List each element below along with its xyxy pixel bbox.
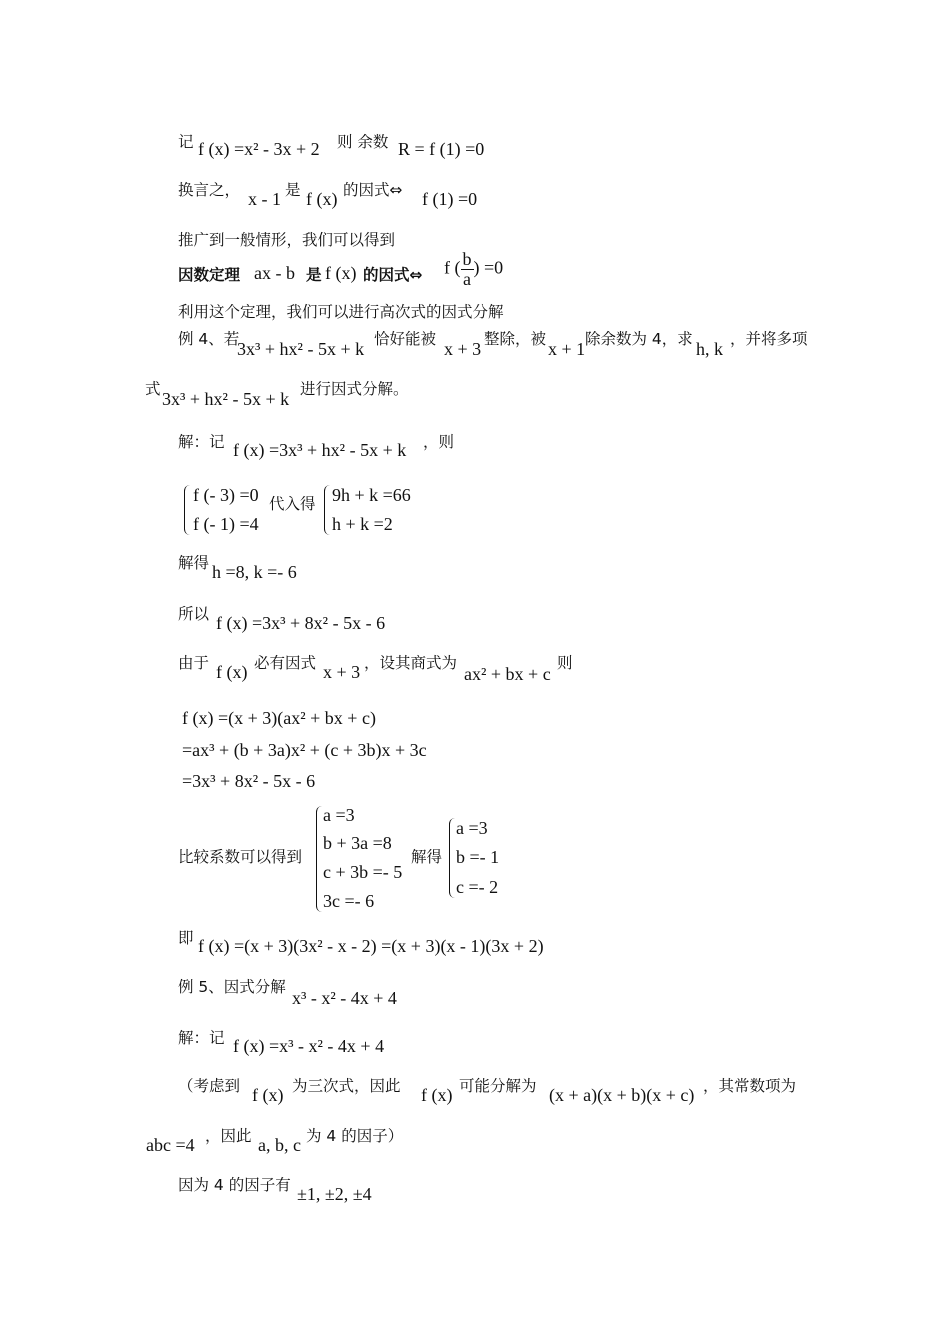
formula-fx: f (x) bbox=[216, 662, 248, 682]
text-since: 由于 bbox=[178, 654, 210, 672]
solution-label: 解：记 bbox=[178, 1029, 225, 1047]
formula-fx5: f (x) =x³ - x² - 4x + 4 bbox=[233, 1036, 385, 1056]
text-then: ，则 bbox=[423, 433, 455, 451]
formula-poly: 3x³ + hx² - 5x + k bbox=[162, 389, 290, 409]
text-solve: 解得 bbox=[411, 848, 443, 866]
eq-c-3b: c + 3b =- 5 bbox=[323, 862, 403, 882]
text-then: 则 bbox=[557, 654, 573, 672]
text-is: 是 bbox=[285, 181, 301, 199]
text-factor-iff: 的因式⇔ bbox=[363, 266, 423, 284]
text-note: 记 bbox=[178, 133, 194, 151]
text-divide-by: 整除，被 bbox=[484, 330, 547, 348]
formula-f1: f (1) =0 bbox=[422, 189, 478, 209]
text-factorize: 进行因式分解。 bbox=[300, 380, 409, 398]
text-compare-coefficients: 比较系数可以得到 bbox=[178, 848, 303, 866]
formula-abc-vars: a, b, c bbox=[258, 1135, 301, 1155]
formula-quotient: ax² + bx + c bbox=[464, 664, 551, 684]
text-so: 所以 bbox=[178, 605, 210, 623]
res-b: b =- 1 bbox=[456, 847, 500, 867]
formula-poly5: x³ - x² - 4x + 4 bbox=[292, 988, 397, 1008]
example-4-label: 例 4、若 bbox=[178, 330, 240, 348]
text-that-is: 即 bbox=[178, 929, 194, 947]
expansion-line-3: =3x³ + 8x² - 5x - 6 bbox=[182, 771, 316, 791]
formula-hk-values: h =8, k =- 6 bbox=[212, 562, 297, 582]
text-factors-of-4: 为 4 的因子） bbox=[306, 1127, 404, 1145]
formula-x-minus-1: x - 1 bbox=[248, 189, 281, 209]
text-cubic: 为三次式，因此 bbox=[292, 1077, 401, 1095]
solution-label: 解：记 bbox=[178, 433, 225, 451]
formula-fx: f (x) bbox=[421, 1085, 453, 1105]
formula-fx: f (x) =x² - 3x + 2 bbox=[198, 139, 320, 159]
text-in-other-words: 换言之， bbox=[178, 181, 241, 199]
text-remainder-4: 除余数为 4，求 bbox=[585, 330, 693, 348]
text-solve: 解得 bbox=[178, 554, 210, 572]
formula-fx: f (x) bbox=[252, 1085, 284, 1105]
brace bbox=[324, 485, 331, 535]
text-remainder: 则 余数 bbox=[337, 133, 389, 151]
res-c: c =- 2 bbox=[456, 877, 499, 897]
formula-remainder: R = f (1) =0 bbox=[398, 139, 485, 159]
example-5-label: 例 5、因式分解 bbox=[178, 978, 286, 996]
formula-poly: 3x³ + hx² - 5x + k bbox=[237, 339, 365, 359]
text-use-theorem: 利用这个定理，我们可以进行高次式的因式分解 bbox=[178, 303, 504, 321]
text-is: 是 bbox=[306, 266, 322, 284]
formula-x-plus-3: x + 3 bbox=[444, 339, 482, 359]
formula-ax-minus-b: ax - b bbox=[254, 263, 295, 283]
formula-fx: f (x) bbox=[306, 189, 338, 209]
expansion-line-1: f (x) =(x + 3)(ax² + bx + c) bbox=[182, 708, 376, 728]
eq-f-minus-1: f (- 1) =4 bbox=[193, 514, 259, 534]
eq-3c: 3c =- 6 bbox=[323, 891, 375, 911]
text-must-have-factor: 必有因式 bbox=[254, 654, 317, 672]
expansion-line-2: =ax³ + (b + 3a)x² + (c + 3b)x + 3c bbox=[182, 740, 427, 760]
text-substitute: 代入得 bbox=[269, 495, 316, 513]
text-therefore: ，因此 bbox=[205, 1127, 252, 1145]
formula-abc: abc =4 bbox=[146, 1135, 195, 1155]
brace bbox=[316, 806, 323, 912]
formula-fx-def: f (x) =3x³ + hx² - 5x + k bbox=[233, 440, 407, 460]
eq-h-k: h + k =2 bbox=[332, 514, 393, 534]
eq-9h-k: 9h + k =66 bbox=[332, 485, 411, 505]
text-constant-term: ，其常数项为 bbox=[703, 1077, 797, 1095]
formula-f-b-over-a: f ( $\frac{b}{a}$ ) =0 bbox=[444, 249, 504, 289]
text-and-poly: ，并将多项 bbox=[730, 330, 808, 348]
text-shi: 式 bbox=[145, 380, 161, 398]
text-generalize: 推广到一般情形，我们可以得到 bbox=[178, 231, 396, 249]
eq-f-minus-3: f (- 3) =0 bbox=[193, 485, 259, 505]
brace bbox=[184, 485, 191, 535]
formula-hk: h, k bbox=[696, 339, 723, 359]
text-factors-of-4-are: 因为 4 的因子有 bbox=[178, 1176, 291, 1194]
res-a: a =3 bbox=[456, 818, 488, 838]
formula-x-plus-3: x + 3 bbox=[323, 662, 361, 682]
text-quotient: ，设其商式为 bbox=[364, 654, 458, 672]
text-consider: （考虑到 bbox=[178, 1077, 241, 1095]
formula-factor-list: ±1, ±2, ±4 bbox=[297, 1184, 372, 1204]
text-factor-iff: 的因式⇔ bbox=[343, 181, 403, 199]
formula-product: (x + a)(x + b)(x + c) bbox=[549, 1085, 695, 1105]
eq-a: a =3 bbox=[323, 805, 355, 825]
brace bbox=[449, 818, 456, 898]
formula-x-plus-1: x + 1 bbox=[548, 339, 586, 359]
formula-fx-final: f (x) =3x³ + 8x² - 5x - 6 bbox=[216, 613, 386, 633]
text-possible-factor: 可能分解为 bbox=[459, 1077, 537, 1095]
formula-fx: f (x) bbox=[325, 263, 357, 283]
formula-factorization: f (x) =(x + 3)(3x² - x - 2) =(x + 3)(x - 1)(3x + 2) bbox=[198, 936, 544, 956]
text-exactly-divisible: 恰好能被 bbox=[374, 330, 437, 348]
eq-b-3a: b + 3a =8 bbox=[323, 833, 392, 853]
theorem-title: 因数定理 bbox=[178, 266, 241, 284]
